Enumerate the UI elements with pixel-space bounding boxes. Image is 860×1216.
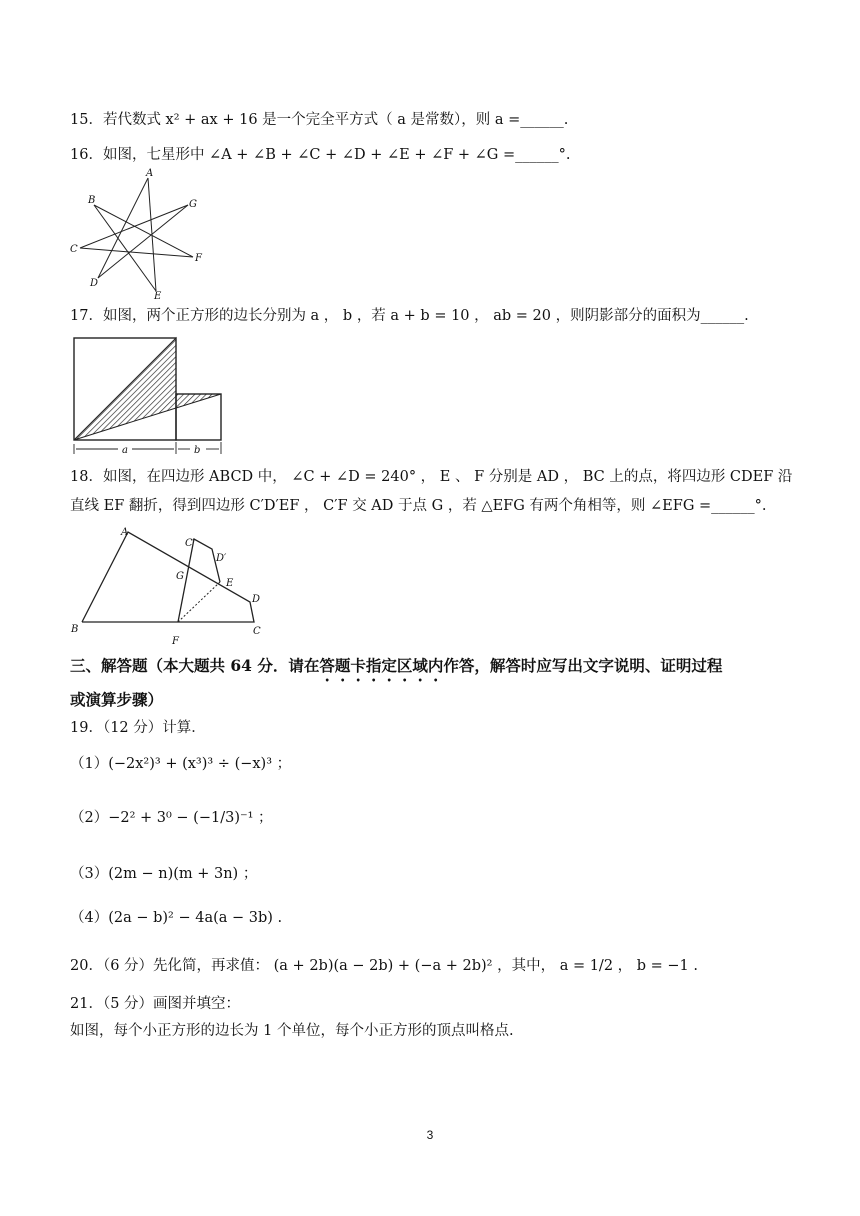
star-label-c: C bbox=[70, 244, 78, 255]
question-16 bbox=[70, 145, 571, 165]
question-18-line-1 bbox=[70, 467, 792, 487]
question-19-part-2-text: （2）−2² + 3⁰ − (−1/3)⁻¹ ； bbox=[70, 810, 273, 826]
question-19-part-3 bbox=[70, 864, 257, 884]
quad-label-g: G bbox=[176, 571, 184, 582]
quad-label-d-prime: D′ bbox=[216, 553, 227, 564]
quad-label-d: D bbox=[252, 594, 261, 605]
two-squares-figure bbox=[68, 334, 228, 458]
square-label-b: b bbox=[194, 445, 201, 456]
square-label-a: a bbox=[122, 445, 128, 456]
star-label-g: G bbox=[189, 199, 197, 210]
quad-label-c-prime: C′ bbox=[185, 538, 195, 549]
question-19-title-text: 19．（12 分）计算． bbox=[70, 720, 206, 736]
section-3-heading bbox=[70, 650, 722, 685]
question-19-part-1 bbox=[70, 754, 291, 774]
question-16-text: 16．如图，七星形中 ∠A + ∠B + ∠C + ∠D + ∠E + ∠F + ∠G =______°. bbox=[70, 147, 571, 163]
page-number: 3 bbox=[426, 1128, 434, 1142]
question-19-part-2 bbox=[70, 808, 273, 828]
star-label-b: B bbox=[88, 195, 96, 206]
quad-label-c: C bbox=[253, 626, 261, 637]
question-21-title-text: 21．（5 分）画图并填空： bbox=[70, 996, 241, 1012]
question-19-part-4-text: （4）(2a − b)² − 4a(a − 3b) . bbox=[70, 910, 283, 926]
star-label-a: A bbox=[146, 168, 154, 179]
question-21-body-text: 如图，每个小正方形的边长为 1 个单位，每个小正方形的顶点叫格点. bbox=[70, 1023, 514, 1039]
question-17-text: 17．如图，两个正方形的边长分别为 a ， b ，若 a + b = 10 ， ab = 20 ，则阴影部分的面积为______. bbox=[70, 308, 749, 324]
star-label-d: D bbox=[90, 278, 99, 289]
quad-label-f: F bbox=[172, 636, 179, 647]
question-21-body bbox=[70, 1021, 514, 1041]
section-3-text-1: 三、解答题（本大题共 64 分．请在 bbox=[70, 656, 320, 675]
section-3-text-2: 作答，解答时应写出文字说明、证明过程 bbox=[443, 656, 723, 675]
seven-star-figure bbox=[66, 166, 216, 302]
question-18-line-2 bbox=[70, 496, 767, 516]
question-19-part-1-text: （1）(−2x²)³ + (x³)³ ÷ (−x)³ ； bbox=[70, 756, 292, 772]
section-3-emphasis: 答题卡指定区域内 bbox=[319, 656, 444, 675]
star-label-f: F bbox=[195, 253, 202, 264]
quad-label-e: E bbox=[226, 578, 234, 589]
question-18-text-2: 直线 EF 翻折，得到四边形 C′D′EF ， C′F 交 AD 于点 G ，若 △EFG 有两个角相等，则 ∠EFG =______°. bbox=[70, 498, 767, 514]
question-15 bbox=[70, 110, 568, 130]
question-20-text: 20．（6 分）先化简，再求值： (a + 2b)(a − 2b) + (−a + 2b)² ，其中， a = 1/2 ， b = −1 . bbox=[70, 958, 699, 974]
section-3-heading-line-2 bbox=[70, 684, 163, 716]
quad-label-a: A bbox=[121, 527, 129, 538]
question-17 bbox=[70, 306, 749, 326]
quadrilateral-fold-figure bbox=[66, 524, 276, 648]
question-15-text: 15．若代数式 x² + ax + 16 是一个完全平方式（ a 是常数），则 a =______. bbox=[70, 112, 569, 128]
question-18-text-1: 18．如图，在四边形 ABCD 中， ∠C + ∠D = 240° ， E 、 F 分别是 AD ， BC 上的点，将四边形 CDEF 沿 bbox=[70, 469, 793, 485]
question-19-title bbox=[70, 718, 206, 738]
question-19-part-3-text: （3）(2m − n)(m + 3n) ； bbox=[70, 866, 258, 882]
question-21-title bbox=[70, 994, 240, 1014]
quad-label-b: B bbox=[71, 624, 79, 635]
question-20 bbox=[70, 956, 698, 976]
question-19-part-4 bbox=[70, 908, 282, 928]
section-3-text-3: 或演算步骤） bbox=[70, 690, 164, 709]
star-label-e: E bbox=[154, 291, 162, 302]
